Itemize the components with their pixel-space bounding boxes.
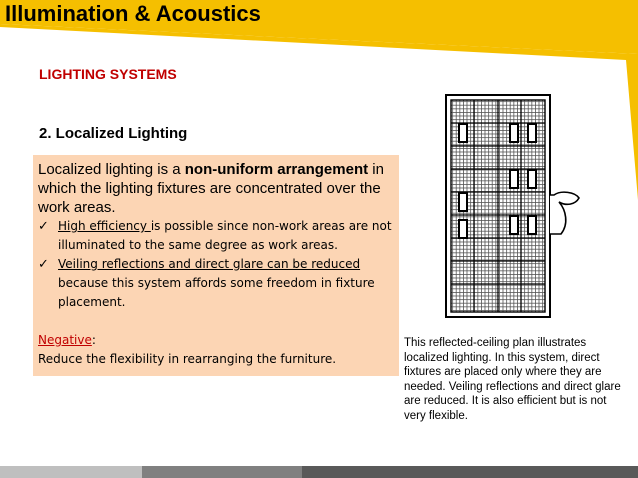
reflected-ceiling-plan-figure xyxy=(445,94,585,322)
bullet-key-phrase: High efficiency xyxy=(58,219,151,233)
footer-bar-light xyxy=(0,466,142,478)
negative-text: Reduce the flexibility in rearranging the furniture. xyxy=(38,352,337,366)
section-subtitle: LIGHTING SYSTEMS xyxy=(39,66,177,82)
list-item: ✓ Veiling reflections and direct glare can be reduced because this system affords some freedom in fixture placement. xyxy=(38,257,375,309)
footer-bar-mid xyxy=(142,466,302,478)
footer-bar-dark xyxy=(302,466,638,478)
figure-caption: This reflected-ceiling plan illustrates localized lighting. In this system, direct fixtures are placed only where they are needed. Veiling reflections and direct glare are reduced. It is also efficient but is not very flexible. xyxy=(404,337,621,422)
intro-paragraph: Localized lighting is a non-uniform arrangement in which the lighting fixtures are concentrated over the work areas. xyxy=(38,161,384,216)
topic-heading: 2. Localized Lighting xyxy=(39,125,188,142)
bullet-key-phrase: Veiling reflections and direct glare can be reduced xyxy=(58,257,361,271)
advantages-list xyxy=(38,217,395,312)
negative-label: Negative xyxy=(38,333,92,347)
slide-title: Illumination & Acoustics xyxy=(5,1,261,26)
description-box xyxy=(33,155,399,376)
negative-note: Negative: Reduce the flexibility in rearranging the furniture. xyxy=(38,333,337,366)
intro-emphasis: non-uniform arrangement xyxy=(184,161,369,178)
list-item: ✓ High efficiency is possible since non-work areas are not illuminated to the same degree as work areas. xyxy=(38,219,392,252)
checkmark-icon: ✓ xyxy=(38,257,49,272)
checkmark-icon: ✓ xyxy=(38,219,49,234)
